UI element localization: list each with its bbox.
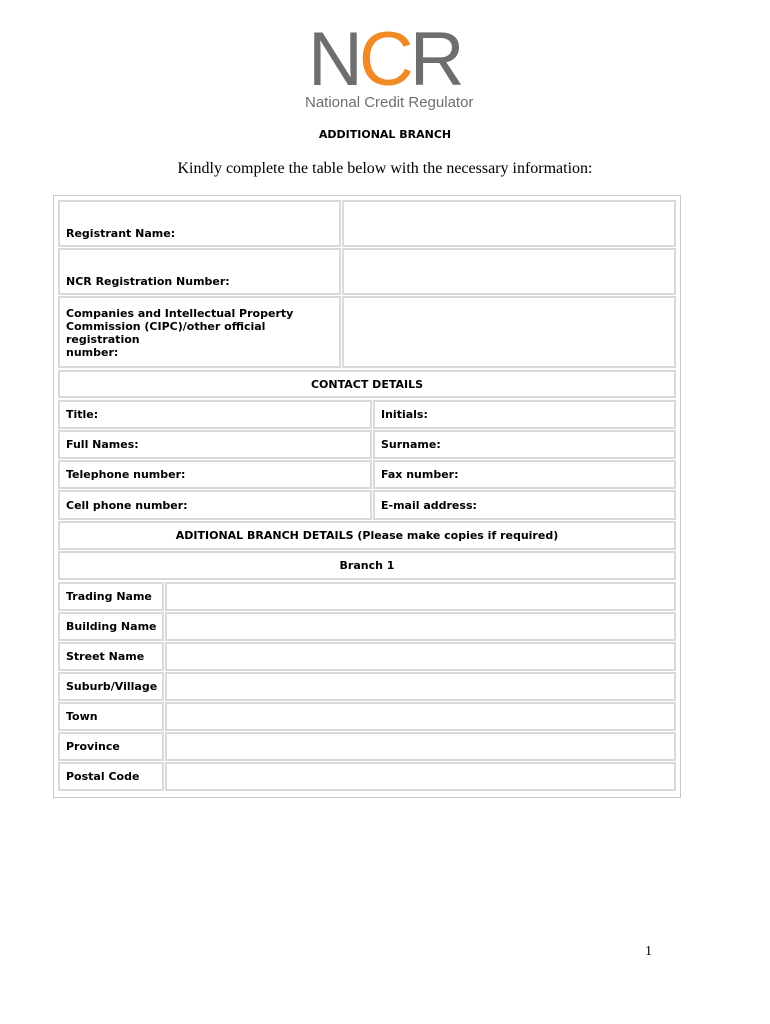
street-name-label: Street Name <box>58 642 164 671</box>
province-label: Province <box>58 732 164 761</box>
registrant-name-field[interactable] <box>342 200 676 247</box>
suburb-village-field[interactable] <box>165 672 676 701</box>
cipc-registration-label: Companies and Intellectual Property Commission (CIPC)/other official registration number: <box>58 296 341 368</box>
logo-wordmark: NCR <box>308 17 461 102</box>
contact-details-heading: CONTACT DETAILS <box>58 370 676 398</box>
logo-subtitle: National Credit Regulator <box>305 94 474 111</box>
street-name-field[interactable] <box>165 642 676 671</box>
town-field[interactable] <box>165 702 676 731</box>
postal-code-label: Postal Code <box>58 762 164 791</box>
full-names-field[interactable]: Full Names: <box>58 430 372 459</box>
town-label: Town <box>58 702 164 731</box>
title-field[interactable]: Title: <box>58 400 372 429</box>
building-name-field[interactable] <box>165 612 676 641</box>
branch-1-heading: Branch 1 <box>58 551 676 580</box>
fax-field[interactable]: Fax number: <box>373 460 676 489</box>
intro-text: Kindly complete the table below with the necessary information: <box>177 160 593 177</box>
surname-field[interactable]: Surname: <box>373 430 676 459</box>
trading-name-field[interactable] <box>165 582 676 611</box>
cipc-registration-field[interactable] <box>342 296 676 368</box>
page-number: 1 <box>645 944 652 959</box>
ncr-logo <box>300 17 474 115</box>
postal-code-field[interactable] <box>165 762 676 791</box>
cell-phone-field[interactable]: Cell phone number: <box>58 490 372 520</box>
building-name-label: Building Name <box>58 612 164 641</box>
registrant-name-label: Registrant Name: <box>58 200 341 247</box>
ncr-registration-label: NCR Registration Number: <box>58 248 341 295</box>
telephone-field[interactable]: Telephone number: <box>58 460 372 489</box>
province-field[interactable] <box>165 732 676 761</box>
page-title: ADDITIONAL BRANCH <box>318 128 452 141</box>
branch-form-table <box>53 195 681 798</box>
initials-field[interactable]: Initials: <box>373 400 676 429</box>
suburb-village-label: Suburb/Village <box>58 672 164 701</box>
trading-name-label: Trading Name <box>58 582 164 611</box>
email-field[interactable]: E-mail address: <box>373 490 676 520</box>
ncr-registration-field[interactable] <box>342 248 676 295</box>
branch-details-heading: ADITIONAL BRANCH DETAILS (Please make copies if required) <box>58 521 676 550</box>
